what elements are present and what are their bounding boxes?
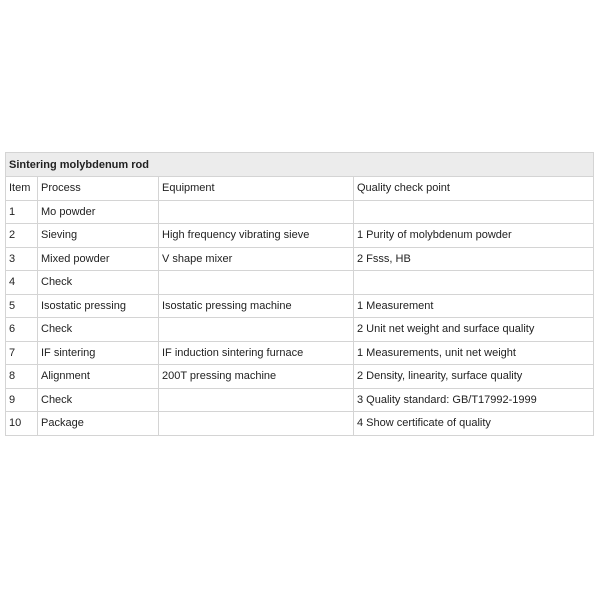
cell-quality-check-point: 1 Measurement: [354, 294, 594, 318]
cell-equipment: [159, 412, 354, 436]
header-item: Item: [6, 177, 38, 201]
process-table: [5, 152, 594, 436]
cell-item: 6: [6, 318, 38, 342]
cell-item: 5: [6, 294, 38, 318]
cell-equipment: 200T pressing machine: [159, 365, 354, 389]
table-row: [6, 271, 594, 295]
cell-item: 7: [6, 341, 38, 365]
cell-quality-check-point: 2 Density, linearity, surface quality: [354, 365, 594, 389]
process-table-container: [5, 152, 593, 436]
table-row: [6, 388, 594, 412]
cell-process: Check: [38, 318, 159, 342]
cell-item: 9: [6, 388, 38, 412]
table-row: [6, 318, 594, 342]
cell-process: Alignment: [38, 365, 159, 389]
cell-quality-check-point: [354, 271, 594, 295]
table-row: [6, 294, 594, 318]
table-row: [6, 224, 594, 248]
cell-equipment: V shape mixer: [159, 247, 354, 271]
cell-equipment: [159, 200, 354, 224]
table-row: [6, 247, 594, 271]
cell-process: Check: [38, 271, 159, 295]
cell-equipment: IF induction sintering furnace: [159, 341, 354, 365]
cell-equipment: [159, 318, 354, 342]
cell-equipment: Isostatic pressing machine: [159, 294, 354, 318]
cell-quality-check-point: [354, 200, 594, 224]
table-row: [6, 412, 594, 436]
cell-process: Check: [38, 388, 159, 412]
table-header-row: [6, 177, 594, 201]
cell-quality-check-point: 2 Fsss, HB: [354, 247, 594, 271]
header-quality-check-point: Quality check point: [354, 177, 594, 201]
cell-process: Package: [38, 412, 159, 436]
cell-process: Isostatic pressing: [38, 294, 159, 318]
cell-item: 4: [6, 271, 38, 295]
cell-quality-check-point: 1 Purity of molybdenum powder: [354, 224, 594, 248]
table-row: [6, 200, 594, 224]
cell-item: 1: [6, 200, 38, 224]
cell-quality-check-point: 4 Show certificate of quality: [354, 412, 594, 436]
cell-item: 10: [6, 412, 38, 436]
cell-equipment: [159, 388, 354, 412]
table-title: Sintering molybdenum rod: [6, 153, 594, 177]
cell-quality-check-point: 1 Measurements, unit net weight: [354, 341, 594, 365]
cell-item: 3: [6, 247, 38, 271]
table-row: [6, 365, 594, 389]
cell-process: Mixed powder: [38, 247, 159, 271]
header-process: Process: [38, 177, 159, 201]
table-row: [6, 341, 594, 365]
cell-item: 2: [6, 224, 38, 248]
cell-equipment: [159, 271, 354, 295]
cell-process: Mo powder: [38, 200, 159, 224]
cell-quality-check-point: 2 Unit net weight and surface quality: [354, 318, 594, 342]
cell-process: Sieving: [38, 224, 159, 248]
cell-process: IF sintering: [38, 341, 159, 365]
header-equipment: Equipment: [159, 177, 354, 201]
cell-equipment: High frequency vibrating sieve: [159, 224, 354, 248]
cell-quality-check-point: 3 Quality standard: GB/T17992-1999: [354, 388, 594, 412]
table-title-row: [6, 153, 594, 177]
cell-item: 8: [6, 365, 38, 389]
